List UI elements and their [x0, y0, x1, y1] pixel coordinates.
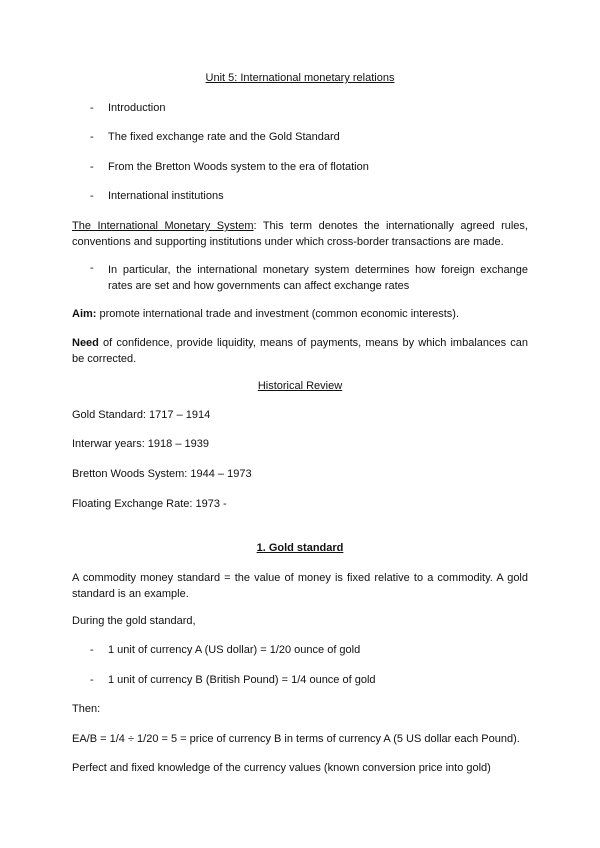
- bullet-mark: -: [90, 102, 94, 114]
- bullet-mark: -: [90, 131, 94, 143]
- ims-sub-bullet: In particular, the international monetary system determines how foreign exchange rates are set and how governments can affect exchange rates: [108, 264, 528, 292]
- ims-definition: : This term denotes the internationally agreed rules, conventions and supporting institutions under which cross-border transactions are made.: [72, 220, 528, 248]
- bullet-mark: -: [90, 674, 94, 686]
- outline-item: Introduction: [108, 102, 166, 114]
- history-item: Floating Exchange Rate: 1973 -: [72, 498, 227, 510]
- ims-term: The International Monetary System: [72, 220, 254, 232]
- gold-standard-heading: 1. Gold standard: [256, 542, 344, 554]
- history-item: Bretton Woods System: 1944 – 1973: [72, 468, 252, 480]
- need-label: Need: [72, 337, 99, 349]
- history-item: Gold Standard: 1717 – 1914: [72, 409, 211, 421]
- bullet-mark: -: [90, 644, 94, 656]
- aim-paragraph: [72, 306, 528, 322]
- outline-item: The fixed exchange rate and the Gold Standard: [108, 131, 340, 143]
- page-title: Unit 5: International monetary relations: [205, 72, 395, 84]
- during-gold-standard: During the gold standard,: [72, 615, 196, 627]
- then-label: Then:: [72, 703, 101, 715]
- bullet-mark: -: [90, 190, 94, 202]
- currency-b-item: 1 unit of currency B (British Pound) = 1/4 ounce of gold: [108, 674, 376, 686]
- historical-review-heading: Historical Review: [257, 380, 343, 392]
- need-text: of confidence, provide liquidity, means of payments, means by which imbalances can be corrected.: [72, 337, 528, 365]
- currency-a-item: 1 unit of currency A (US dollar) = 1/20 ounce of gold: [108, 644, 361, 656]
- bullet-mark: -: [90, 262, 94, 274]
- exchange-rate-equation: EA/B = 1/4 ÷ 1/20 = 5 = price of currency B in terms of currency A (5 US dollar each Pound).: [72, 733, 520, 745]
- outline-item: From the Bretton Woods system to the era of flotation: [108, 161, 369, 173]
- knowledge-statement: Perfect and fixed knowledge of the currency values (known conversion price into gold): [72, 762, 491, 774]
- commodity-standard-paragraph: A commodity money standard = the value of money is fixed relative to a commodity. A gold standard is an example.: [72, 572, 528, 600]
- ims-paragraph: [72, 218, 528, 250]
- need-paragraph: [72, 335, 528, 367]
- outline-item: International institutions: [108, 190, 224, 202]
- bullet-mark: -: [90, 161, 94, 173]
- history-item: Interwar years: 1918 – 1939: [72, 438, 209, 450]
- aim-label: Aim:: [72, 308, 97, 320]
- aim-text: promote international trade and investment (common economic interests).: [96, 308, 460, 320]
